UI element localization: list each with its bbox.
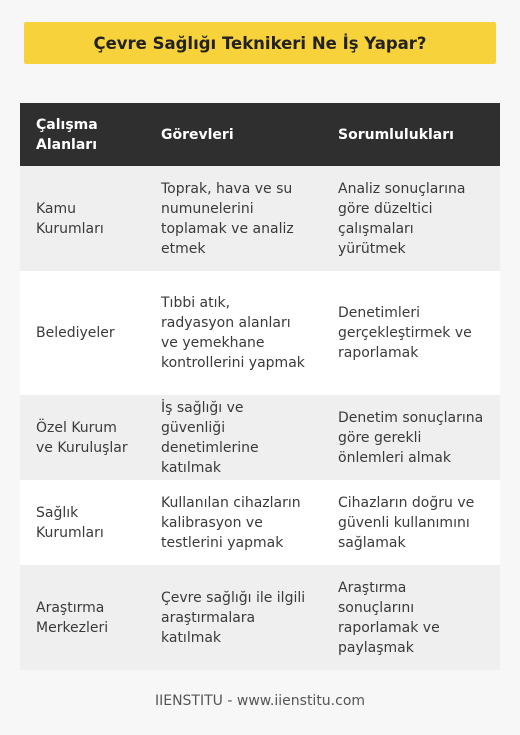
cell-duty: Çevre sağlığı ile ilgili araştırmalara katılmak bbox=[145, 565, 322, 670]
cell-responsibility: Araştırma sonuçlarını raporlamak ve paylaşmak bbox=[322, 565, 500, 670]
table-row bbox=[20, 565, 500, 670]
table-row bbox=[20, 166, 500, 271]
info-table bbox=[20, 103, 500, 670]
cell-responsibility: Denetim sonuçlarına göre gerekli önlemleri almak bbox=[322, 395, 500, 480]
cell-duty: Tıbbi atık, radyasyon alanları ve yemekhane kontrollerini yapmak bbox=[145, 271, 322, 395]
footer-credit: IIENSTITU - www.iienstitu.com bbox=[154, 693, 366, 709]
header-gorevleri: Görevleri bbox=[145, 103, 322, 166]
cell-duty: Toprak, hava ve su numunelerini toplamak ve analiz etmek bbox=[145, 166, 322, 271]
cell-duty: Kullanılan cihazların kalibrasyon ve testlerini yapmak bbox=[145, 480, 322, 565]
table-row bbox=[20, 271, 500, 395]
table-row bbox=[20, 480, 500, 565]
cell-duty: İş sağlığı ve güvenliği denetimlerine katılmak bbox=[145, 395, 322, 480]
cell-area: Belediyeler bbox=[20, 271, 145, 395]
cell-area: Araştırma Merkezleri bbox=[20, 565, 145, 670]
cell-responsibility: Denetimleri gerçekleştirmek ve raporlamak bbox=[322, 271, 500, 395]
header-calisma-alanlari: Çalışma Alanları bbox=[20, 103, 145, 166]
cell-area: Sağlık Kurumları bbox=[20, 480, 145, 565]
header-sorumluluklari: Sorumlulukları bbox=[322, 103, 500, 166]
page-title: Çevre Sağlığı Teknikeri Ne İş Yapar? bbox=[24, 22, 496, 64]
cell-responsibility: Analiz sonuçlarına göre düzeltici çalışmaları yürütmek bbox=[322, 166, 500, 271]
table-header-row bbox=[20, 103, 500, 166]
cell-responsibility: Cihazların doğru ve güvenli kullanımını sağlamak bbox=[322, 480, 500, 565]
cell-area: Kamu Kurumları bbox=[20, 166, 145, 271]
cell-area: Özel Kurum ve Kuruluşlar bbox=[20, 395, 145, 480]
table-row bbox=[20, 395, 500, 480]
